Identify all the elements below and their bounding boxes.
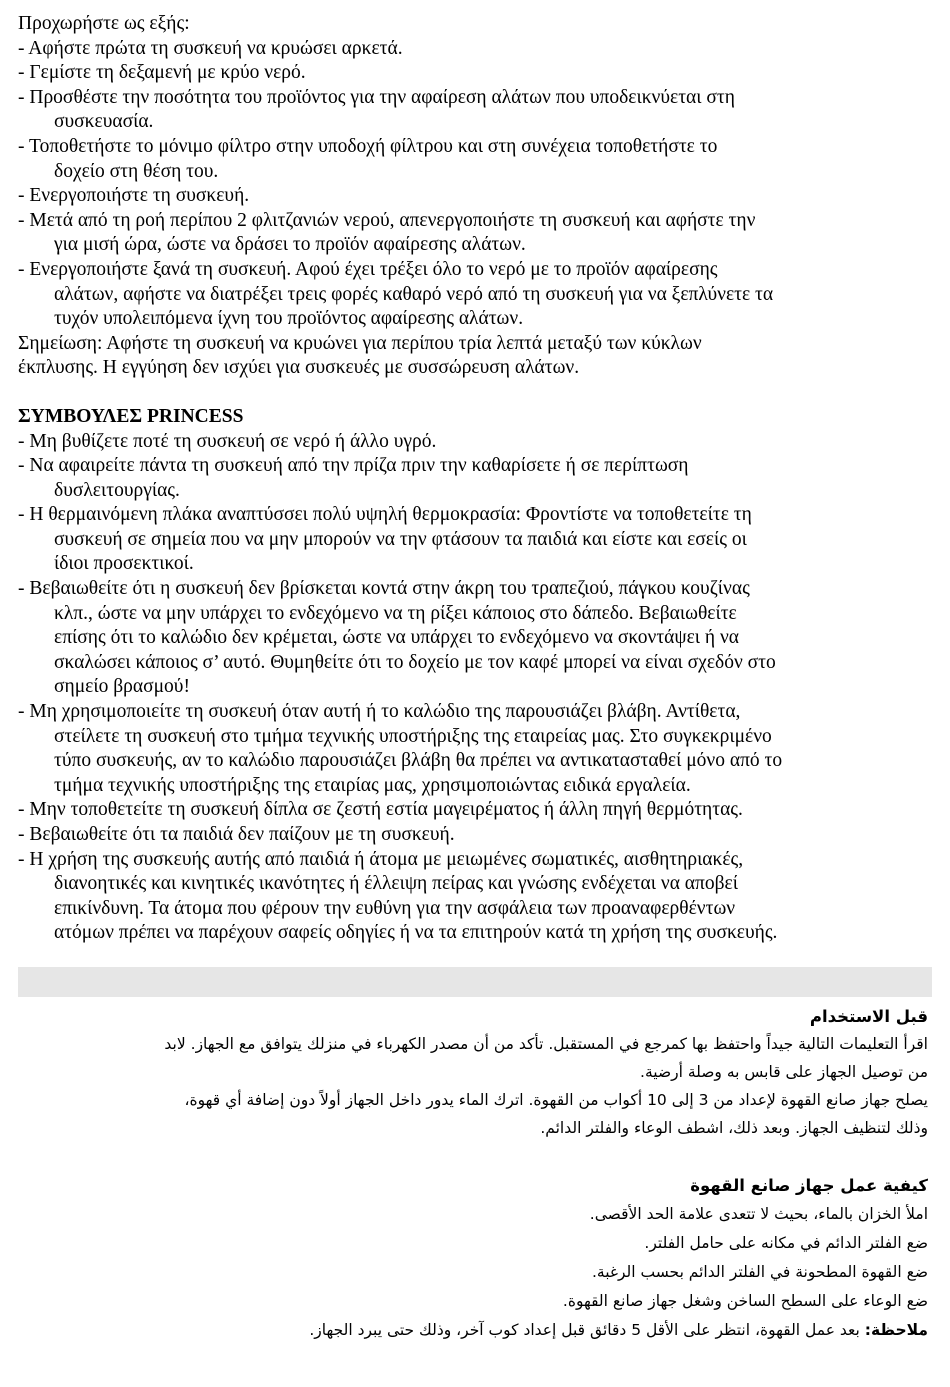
how-it-works-line: املأ الخزان بالماء، بحيث لا تتعدى علامة الحد الأقصى. [589,1205,928,1223]
greek-note: έκπλυσης. Η εγγύηση δεν ισχύει για συσκευές με συσσώρευση αλάτων. [18,357,580,379]
descale-step: - Γεμίστε τη δεξαμενή με κρύο νερό. [18,62,306,84]
note-label: ملاحظة: [864,1321,928,1339]
tip-item-continued: σκαλώσει κάποιος σ’ αυτό. Θυμηθείτε ότι το δοχείο με τον καφέ μπορεί να είναι σχεδόν στο [54,651,776,673]
how-it-works-line: ضع الوعاء على السطح الساخن وشغل جهاز صانع القهوة. [562,1292,928,1310]
tip-item-continued: διανοητικές και κινητικές ικανότητες ή έλλειψη πείρας και γνώσης ενδέχεται να αποβεί [54,873,738,895]
how-it-works-line: ضع القهوة المطحونة في الفلتر الدائم بحسب الرغبة. [591,1263,928,1281]
tip-item: - Βεβαιωθείτε ότι τα παιδιά δεν παίζουν με τη συσκευή. [18,824,455,845]
tip-item-continued: συσκευή σε σημεία που να μην μπορούν να την φτάσουν τα παιδιά και είστε και εσείς οι [54,528,747,550]
descale-step: - Τοποθετήστε το μόνιμο φίλτρο στην υποδοχή φίλτρου και στη συνέχεια τοποθετήστε το [18,135,718,157]
before-use-line: من توصيل الجهاز على قابس به وصلة أرضية. [640,1063,928,1081]
how-it-works-line: ضع الفلتر الدائم في مكانه على حامل الفلتر. [644,1234,928,1252]
tip-item: - Μην τοποθετείτε τη συσκευή δίπλα σε ζεστή εστία μαγειρέματος ή άλλη πηγή θερμότητας. [18,799,743,821]
tip-item-continued: στείλετε τη συσκευή στο τμήμα τεχνικής υποστήριξης της εταιρείας μας. Στο συγκεκριμένο [54,725,772,747]
descale-step-continued: δοχείο στη θέση του. [54,160,219,182]
before-use-line: يصلح جهاز صانع القهوة لإعداد من 3 إلى 10 أكواب من القهوة. اترك الماء يدور داخل الجهاز أولاً دون إضافة أي قهوة، [184,1091,928,1109]
greek-section [18,12,938,946]
tip-item-continued: επικίνδυνη. Τα άτομα που φέρουν την ευθύνη για την ασφάλεια των προαναφερθέντων [54,897,736,919]
tip-item: - Μη χρησιμοποιείτε τη συσκευή όταν αυτή ή το καλώδιο της παρουσιάζει βλάβη. Αντίθετα, [18,701,741,723]
descale-step: - Ενεργοποιήστε ξανά τη συσκευή. Αφού έχει τρέξει όλο το νερό με το προϊόν αφαίρεσης [18,258,718,280]
tip-item: - Να αφαιρείτε πάντα τη συσκευή από την πρίζα πριν την καθαρίσετε ή σε περίπτωση [18,455,689,477]
tip-item-continued: σημείο βρασμού! [54,676,190,698]
descale-step-continued: για μισή ώρα, ώστε να δράσει το προϊόν αφαίρεσης αλάτων. [54,234,526,256]
descale-step: - Προσθέστε την ποσότητα του προϊόντος για την αφαίρεση αλάτων που υποδεικνύεται στη [18,86,735,108]
descale-step: - Μετά από τη ροή περίπου 2 φλιτζανιών νερού, απενεργοποιήστε τη συσκευή και αφήστε την [18,209,756,231]
tip-item-continued: ατόμων πρέπει να παρέχουν σαφείς οδηγίες ή να τα επιτηρούν κατά τη χρήση της συσκευής. [54,922,778,944]
before-use-line: وذلك لتنظيف الجهاز. وبعد ذلك، اشطف الوعاء والفلتر الدائم. [540,1119,928,1137]
tip-item: - Η χρήση της συσκευής αυτής από παιδιά ή άτομα με μειωμένες σωματικές, αισθητηριακές, [18,848,744,870]
tip-item: - Βεβαιωθείτε ότι η συσκευή δεν βρίσκεται κοντά στην άκρη του τραπεζιού, πάγκου κουζίνας [18,578,750,600]
tip-item-continued: ίδιοι προσεκτικοί. [54,553,194,575]
descale-step: - Αφήστε πρώτα τη συσκευή να κρυώσει αρκετά. [18,37,403,59]
before-use-line: اقرأ التعليمات التالية جيداً واحتفظ بها كمرجع في المستقبل. تأكد من أن مصدر الكهرباء في منزلك يتوافق مع الجهاز. لابد [164,1035,928,1053]
tip-item-continued: δυσλειτουργίας. [54,479,180,501]
tips-title: ΣΥΜΒΟΥΛΕΣ PRINCESS [18,405,244,427]
descale-step: - Ενεργοποιήστε τη συσκευή. [18,185,250,207]
note-text: بعد عمل القهوة، انتظر على الأقل 5 دقائق قبل إعداد كوب آخر، وذلك حتى يبرد الجهاز. [309,1321,865,1339]
arabic-note [18,1316,928,1345]
descale-step-continued: συσκευασία. [54,111,154,133]
how-it-works-title: كيفية عمل جهاز صانع القهوة [690,1176,928,1195]
greek-intro: Προχωρήστε ως εξής: [18,13,190,34]
tip-item: - Μη βυθίζετε ποτέ τη συσκευή σε νερό ή άλλο υγρό. [18,430,437,452]
tip-item: - Η θερμαινόμενη πλάκα αναπτύσσει πολύ υψηλή θερμοκρασία: Φροντίστε να τοποθετείτε τη [18,504,752,526]
descale-step-continued: τυχόν υπολειπόμενα ίχνη του προϊόντος αφαίρεσης αλάτων. [54,308,524,330]
before-use-title: قبل الاستخدام [809,1007,928,1026]
greek-note: Σημείωση: Αφήστε τη συσκευή να κρυώνει για περίπου τρία λεπτά μεταξύ των κύκλων [18,332,702,354]
descale-step-continued: αλάτων, αφήστε να διατρέξει τρεις φορές καθαρό νερό από τη συσκευή για να ξεπλύνετε τα [54,283,774,305]
section-divider-band [18,967,932,997]
spacer [18,381,938,405]
arabic-section [18,1004,928,1345]
tip-item-continued: τύπο συσκευής, αν το καλώδιο παρουσιάζει βλάβη θα πρέπει να αντικατασταθεί μόνο από το [54,750,783,772]
spacer [18,1142,928,1172]
tip-item-continued: επίσης ότι το καλώδιο δεν κρέμεται, ώστε να υπάρχει το ενδεχόμενο να σκοντάψει ή να [54,627,740,649]
tip-item-continued: τμήμα τεχνικής υποστήριξης της εταιρίας μας, χρησιμοποιώντας ειδικά εργαλεία. [54,774,691,796]
tip-item-continued: κλπ., ώστε να μην υπάρχει το ενδεχόμενο να τη ρίξει κάποιος στο δάπεδο. Βεβαιωθείτε [54,602,737,624]
